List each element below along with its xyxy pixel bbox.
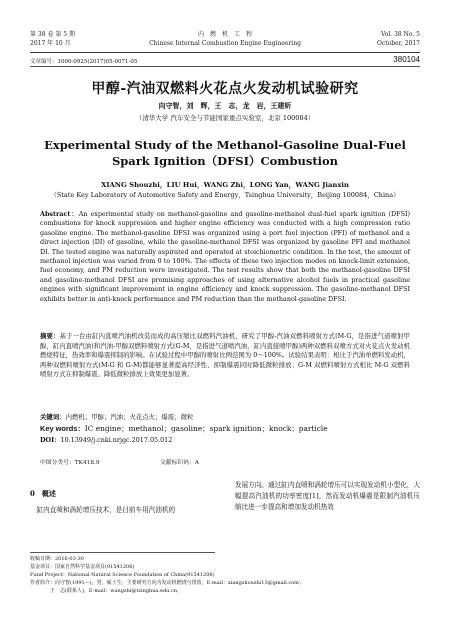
journal-volume: 第 38 卷 第 5 期 [30,31,75,38]
corresponding-author: 王 志(联系人)，E-mail：wangzhi@tsinghua.edu.cn。 [50,588,182,594]
meta-divider [30,66,420,67]
journal-name [30,30,420,48]
doi-text: 10.13949/j.cnki.nrjgc.2017.05.012 [60,436,173,444]
body-right-column [235,480,420,513]
journal-volume-en [377,30,420,48]
authors-cn: 向守智，刘 辉，王 志，龙 岩，王建昕 [158,101,292,110]
doi-label: DOI： [40,436,61,444]
keywords-en-text: IC engine；methanol；gasoline；spark ignition；knock；particle [84,424,328,433]
abstract-cn-text: 基于一台由缸内直喷汽油机改装而成的高压缩比双燃料汽油机，研究了甲醇-汽油双燃料喷射方式(M-G，是指进气道喷射甲醇，缸内直喷汽油)和汽油-甲醇双燃料喷射方式(G-M，是指进气道喷汽油，缸内直接喷甲醇)两种双燃料双喷方式对火花点火发动机燃烧特征，热效率和爆震抑制的影响。在试验过程中甲醇的喷射比例范围为 0～100%。试验结果表明：相比于汽油单燃料发动机，两种双燃料喷射方式(M-G 和 G-M)都能够显著提高经济性、抑制爆震同时降低微粒排放；G-M 双燃料喷射方式相比 M-G 双燃料喷射方式在抑制爆震、降低微粒排放上效果更加显著。 [40,332,410,379]
journal-name-cn: 内 燃 机 工 程 [197,31,252,38]
article-code: 380104 [393,55,420,64]
section-heading: 0 概述 [30,489,56,498]
journal-header [30,30,420,52]
affiliation-en: （State Key Laboratory of Automotive Safety and Energy，Tsinghua University，Beijing 100084，China） [50,191,400,199]
header-divider [30,52,420,53]
title-en [40,137,410,169]
authors-en: XIANG Shouzhi，LIU Hui，WANG Zhi，LONG Yan，WANG Jianxin [101,181,349,189]
fund-en: Fund Project：National Natural Science Foundation of China(91541206) [30,572,215,578]
clc-number: 中图分类号：TK418.9 [40,460,100,466]
footnotes [30,555,420,595]
keywords-en-label: Key words： [40,424,85,433]
title-en-line1: Experimental Study of the Methanol-Gasoline Dual-Fuel [44,138,406,152]
doi-line [40,436,410,445]
keywords-cn-label: 关键词： [40,413,66,421]
author-info: 作者简介：向守智(1991—)，男，硕士生，主要研究方向为发动机燃烧与排放，E-mail：xiangshouzhi13@gmail.com； [30,580,304,586]
journal-vol-no: Vol. 38 No. 5 [380,31,420,38]
title-en-line2: Spark Ignition（DFSI）Combustion [111,154,339,168]
journal-date-cn: 2017 年 10 月 [30,40,71,47]
received-date: 收稿日期：2016-03-30 [30,556,84,562]
journal-name-en: Chinese Internal Combustion Engine Engineering [149,40,301,47]
title-cn: 甲醇-汽油双燃料火花点火发动机试验研究 [91,81,359,97]
footnote-divider [30,552,215,553]
classification [40,457,199,466]
document-code: 文献标识码：A [160,460,199,466]
article-meta [30,57,420,65]
fund-cn: 基金项目：国家自然科学基金项目(91541206) [30,564,135,570]
abstract-en-label: Abstract： [40,210,79,218]
abstract-en-text: An experimental study on methanol-gasoline and gasoline-methanol dual-fuel spark ignition (DFSI) combustions for knock suppression and higher engine efficiency was conducted with a high compression ratio gasoline engine. The methanol-gasoline DFSI was organized using a port fuel injection (PFI) of methanol and a direct injection (DI) of gasoline, while the gasoline-methanol DFSI was organized by gasoline PFI and methanol DI. The tested engine was naturally aspirated and operated at stoichiometric condition. In the test, the amount of methanol injection was varied from 0 to 100%. The effects of these two injection modes on knock-limit extension, fuel economy, and PM reduction were investigated. The test results show that both the methanol-gasoline DFSI and gasoline-methanol DFSI are promising approaches of using alternative alcohol fuels in practical gasoline engines with significant improvement in engine efficiency and knock suppression. The gasoline-methanol DFSI exhibits better in anti-knock performance and PM reduction than the methanol-gasoline DFSI. [40,210,410,303]
keywords-cn [40,413,410,422]
abstract-cn-label: 摘要： [40,332,60,340]
keywords-en [40,424,410,433]
keywords-cn-text: 内燃机；甲醇；汽油；火花点火；爆震；微粒 [65,413,194,421]
journal-date-en: October, 2017 [377,40,420,47]
body-left-column [30,480,215,516]
affiliation-cn: （清华大学 汽车安全与节能国家重点实验室，北京 100084） [135,114,315,122]
body-text-right: 发展方向。通过缸内直喷和涡轮增压可以实现发动机小型化，大幅提高汽油机的功率密度[1]，然而发动机爆震是限制汽油机压缩比进一步提高和增加发动机热效 [235,481,420,511]
article-number: 文章编号：1000-0925(2017)05-0071-05 [30,59,138,65]
abstract-en [40,210,410,304]
body-text-left: 缸内直喷和涡轮增压技术，是目前车用汽油机的 [36,506,176,514]
abstract-cn [40,332,410,380]
